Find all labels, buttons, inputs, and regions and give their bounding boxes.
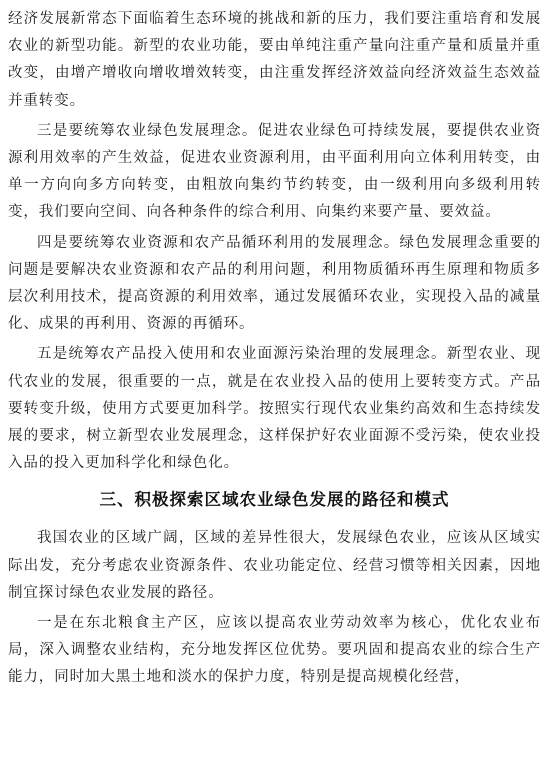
paragraph-point-four: 四是要统筹农业资源和农产品循环利用的发展理念。绿色发展理念重要的问题是要解决农业资源和农产品的利用问题，利用物质循环再生原理和物质多层次利用技术，提高资源的利用效率，通过发展循环农业，实现投入品的减量化、成果的再利用、资源的再循环。 (8, 234, 541, 333)
paragraph-northeast: 一是在东北粮食主产区，应该以提高农业劳动效率为核心，优化农业布局，深入调整农业结构，充分地发挥区位优势。要巩固和提高农业的综合生产能力，同时加大黑土地和淡水的保护力度，特别是提高规模化经营， (8, 615, 541, 686)
paragraph-intro: 经济发展新常态下面临着生态环境的挑战和新的压力，我们要注重培育和发展农业的新型功能。新型的农业功能，要由单纯注重产量向注重产量和质量并重改变，由增产增收向增收增效转变，由注重发挥经济效益向经济效益生态效益并重转变。 (8, 11, 541, 109)
paragraph-point-three: 三是要统筹农业绿色发展理念。促进农业绿色可持续发展，要提供农业资源利用效率的产生效益，促进农业资源利用，由平面利用向立体利用转变，由单一方向向多方向转变，由粗放向集约节约转变，由一级利用向多级利用转变，我们要向空间、向各种条件的综合利用、向集约来要产量、要效益。 (8, 122, 541, 221)
section-heading: 三、积极探索区域农业绿色发展的路径和模式 (99, 490, 450, 510)
paragraph-point-five: 五是统筹农产品投入使用和农业面源污染治理的发展理念。新型农业、现代农业的发展，很重要的一点，就是在农业投入品的使用上要转变方式。产品要转变升级，使用方式要更加科学。按照实行现代农业集约高效和生态持续发展的要求，树立新型农业发展理念，这样保护好农业面源不受污染，使农业投入品的投入更加科学化和绿色化。 (8, 346, 541, 472)
paragraph-region-intro: 我国农业的区域广阔，区域的差异性很大，发展绿色农业，应该从区域实际出发，充分考虑农业资源条件、农业功能定位、经营习惯等相关因素，因地制宜探讨绿色农业发展的路径。 (8, 530, 541, 601)
